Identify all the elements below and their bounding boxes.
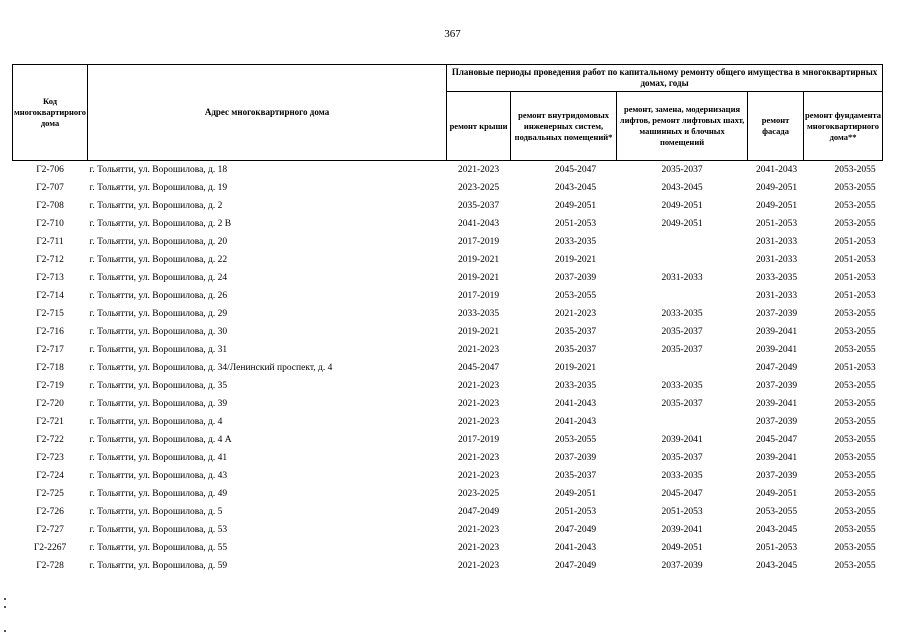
cell-facade: 2031-2033 [755,291,798,301]
cell-code: Г2-707 [36,183,64,193]
repair-schedule-table [12,64,883,575]
cell-roof: 2041-2043 [457,219,500,229]
cell-roof: 2033-2035 [457,309,500,319]
cell-code: Г2-724 [36,471,64,481]
cell-lifts [617,287,748,305]
cell-code: Г2-718 [36,363,64,373]
cell-foundation: 2053-2055 [834,417,876,427]
header-lifts: ремонт, замена, модернизация лифтов, ремонт лифтовых шахт, машинных и блочных помещений [617,92,748,161]
cell-facade: 2039-2041 [755,345,798,355]
cell-systems: 2033-2035 [554,237,597,247]
table-row [13,485,883,503]
cell-code: Г2-716 [36,327,64,337]
cell-lifts: 2039-2041 [661,525,703,535]
cell-facade: 2031-2033 [755,237,798,247]
cell-facade: 2051-2053 [755,219,798,229]
cell-roof: 2047-2049 [457,507,500,517]
cell-foundation: 2053-2055 [834,201,876,211]
table-row [13,305,883,323]
cell-lifts: 2039-2041 [661,435,703,445]
cell-code: Г2-2267 [33,543,67,553]
table-row [13,521,883,539]
cell-address: г. Тольятти, ул. Ворошилова, д. 24 [89,273,228,283]
table-row [13,395,883,413]
cell-roof: 2021-2023 [457,399,500,409]
cell-lifts: 2045-2047 [661,489,703,499]
cell-lifts [617,413,748,431]
header-systems: ремонт внутридомовых инженерных систем, подвальных помещений* [511,92,617,161]
scan-speck [4,598,6,600]
cell-address: г. Тольятти, ул. Ворошилова, д. 26 [89,291,228,301]
cell-address: г. Тольятти, ул. Ворошилова, д. 18 [89,165,228,175]
cell-foundation: 2053-2055 [834,453,876,463]
cell-lifts: 2033-2035 [661,381,703,391]
cell-foundation: 2053-2055 [834,345,876,355]
cell-address: г. Тольятти, ул. Ворошилова, д. 4 [89,417,223,427]
cell-systems: 2041-2043 [554,417,597,427]
cell-foundation: 2053-2055 [834,507,876,517]
cell-code: Г2-714 [36,291,64,301]
cell-foundation: 2053-2055 [834,165,876,175]
table-row [13,377,883,395]
page-number: 367 [444,28,461,40]
cell-address: г. Тольятти, ул. Ворошилова, д. 59 [89,561,228,571]
cell-code: Г2-727 [36,525,64,535]
cell-lifts [617,233,748,251]
cell-roof: 2045-2047 [457,363,500,373]
cell-lifts: 2035-2037 [661,345,703,355]
cell-foundation: 2053-2055 [834,489,876,499]
cell-foundation: 2053-2055 [834,327,876,337]
cell-roof: 2021-2023 [457,543,500,553]
cell-code: Г2-723 [36,453,64,463]
cell-foundation: 2053-2055 [834,471,876,481]
table-row [13,539,883,557]
cell-foundation: 2051-2053 [834,273,876,283]
cell-systems: 2037-2039 [554,453,597,463]
table-row [13,161,883,180]
cell-systems: 2033-2035 [554,381,597,391]
cell-lifts [617,251,748,269]
cell-roof: 2021-2023 [457,453,500,463]
scan-speck [4,630,6,632]
cell-facade: 2037-2039 [755,381,798,391]
cell-address: г. Тольятти, ул. Ворошилова, д. 55 [89,543,228,553]
header-address: Адрес многоквартирного дома [88,65,447,161]
cell-address: г. Тольятти, ул. Ворошилова, д. 34/Ленинский проспект, д. 4 [89,363,333,373]
cell-facade: 2043-2045 [755,525,798,535]
cell-facade: 2041-2043 [755,165,798,175]
table-row [13,467,883,485]
cell-roof: 2021-2023 [457,525,500,535]
table-row [13,323,883,341]
cell-address: г. Тольятти, ул. Ворошилова, д. 35 [89,381,228,391]
cell-roof: 2019-2021 [457,327,500,337]
cell-address: г. Тольятти, ул. Ворошилова, д. 4 А [89,435,232,445]
cell-address: г. Тольятти, ул. Ворошилова, д. 41 [89,453,228,463]
table-row [13,215,883,233]
cell-facade: 2033-2035 [755,273,798,283]
cell-lifts: 2031-2033 [661,273,703,283]
cell-foundation: 2053-2055 [834,183,876,193]
cell-code: Г2-711 [36,237,64,247]
cell-address: г. Тольятти, ул. Ворошилова, д. 2 В [89,219,232,229]
cell-lifts: 2033-2035 [661,471,703,481]
cell-lifts: 2033-2035 [661,309,703,319]
cell-systems: 2019-2021 [554,363,597,373]
cell-foundation: 2051-2053 [834,237,876,247]
cell-systems: 2035-2037 [554,345,597,355]
cell-address: г. Тольятти, ул. Ворошилова, д. 49 [89,489,228,499]
table-row [13,503,883,521]
cell-code: Г2-728 [36,561,64,571]
cell-address: г. Тольятти, ул. Ворошилова, д. 43 [89,471,228,481]
cell-code: Г2-721 [36,417,64,427]
table-row [13,341,883,359]
table-body [13,161,883,576]
cell-systems: 2051-2053 [554,507,597,517]
cell-facade: 2049-2051 [755,489,798,499]
cell-systems: 2053-2055 [554,435,597,445]
cell-facade: 2043-2045 [755,561,798,571]
cell-lifts: 2035-2037 [661,453,703,463]
cell-lifts: 2035-2037 [661,327,703,337]
cell-lifts: 2049-2051 [661,543,703,553]
table-row [13,179,883,197]
cell-systems: 2019-2021 [554,255,597,265]
cell-systems: 2041-2043 [554,399,597,409]
table-row [13,413,883,431]
cell-foundation: 2053-2055 [834,381,876,391]
cell-roof: 2035-2037 [457,201,500,211]
cell-code: Г2-720 [36,399,64,409]
table-row [13,197,883,215]
cell-lifts: 2051-2053 [661,507,703,517]
cell-roof: 2021-2023 [457,561,500,571]
cell-address: г. Тольятти, ул. Ворошилова, д. 20 [89,237,228,247]
cell-roof: 2021-2023 [457,471,500,481]
table-header [13,65,883,161]
cell-address: г. Тольятти, ул. Ворошилова, д. 2 [89,201,223,211]
header-roof: ремонт крыши [447,92,511,161]
cell-foundation: 2053-2055 [834,543,876,553]
table-row [13,359,883,377]
cell-roof: 2021-2023 [457,381,500,391]
cell-facade: 2051-2053 [755,543,798,553]
table-row [13,431,883,449]
cell-code: Г2-722 [36,435,64,445]
cell-systems: 2035-2037 [554,327,597,337]
cell-systems: 2021-2023 [554,309,597,319]
cell-roof: 2019-2021 [457,255,500,265]
cell-foundation: 2053-2055 [834,309,876,319]
cell-lifts: 2035-2037 [661,399,703,409]
cell-facade: 2049-2051 [755,201,798,211]
cell-facade: 2031-2033 [755,255,798,265]
cell-address: г. Тольятти, ул. Ворошилова, д. 29 [89,309,228,319]
cell-code: Г2-708 [36,201,64,211]
cell-lifts [617,359,748,377]
cell-facade: 2039-2041 [755,399,798,409]
cell-systems: 2035-2037 [554,471,597,481]
cell-address: г. Тольятти, ул. Ворошилова, д. 53 [89,525,228,535]
table-row [13,449,883,467]
cell-foundation: 2053-2055 [834,399,876,409]
cell-facade: 2039-2041 [755,453,798,463]
cell-lifts: 2037-2039 [661,561,703,571]
cell-address: г. Тольятти, ул. Ворошилова, д. 19 [89,183,228,193]
cell-foundation: 2053-2055 [834,219,876,229]
scan-speck [4,606,6,608]
cell-code: Г2-706 [36,165,64,175]
cell-systems: 2049-2051 [554,489,597,499]
table-row [13,269,883,287]
cell-roof: 2023-2025 [457,183,500,193]
cell-foundation: 2053-2055 [834,525,876,535]
cell-lifts: 2035-2037 [661,165,703,175]
cell-address: г. Тольятти, ул. Ворошилова, д. 22 [89,255,228,265]
cell-code: Г2-725 [36,489,64,499]
cell-systems: 2047-2049 [554,525,597,535]
cell-address: г. Тольятти, ул. Ворошилова, д. 30 [89,327,228,337]
cell-foundation: 2053-2055 [834,435,876,445]
header-facade: ремонт фасада [748,92,804,161]
cell-code: Г2-719 [36,381,64,391]
cell-address: г. Тольятти, ул. Ворошилова, д. 5 [89,507,223,517]
cell-roof: 2023-2025 [457,489,500,499]
cell-systems: 2043-2045 [554,183,597,193]
cell-foundation: 2051-2053 [834,363,876,373]
cell-code: Г2-726 [36,507,64,517]
cell-systems: 2047-2049 [554,561,597,571]
cell-facade: 2037-2039 [755,309,798,319]
cell-facade: 2045-2047 [755,435,798,445]
cell-systems: 2037-2039 [554,273,597,283]
header-group-periods: Плановые периоды проведения работ по капитальному ремонту общего имущества в многоквартирных домах, годы [447,65,883,92]
cell-systems: 2049-2051 [554,201,597,211]
cell-facade: 2053-2055 [755,507,798,517]
cell-roof: 2017-2019 [457,237,500,247]
cell-facade: 2039-2041 [755,327,798,337]
cell-foundation: 2051-2053 [834,291,876,301]
cell-lifts: 2049-2051 [661,201,703,211]
cell-lifts: 2049-2051 [661,219,703,229]
header-code: Код многоквартирного дома [13,65,88,161]
table-row [13,251,883,269]
cell-foundation: 2051-2053 [834,255,876,265]
cell-roof: 2019-2021 [457,273,500,283]
cell-roof: 2021-2023 [457,345,500,355]
cell-facade: 2047-2049 [755,363,798,373]
cell-facade: 2037-2039 [755,471,798,481]
table-row [13,287,883,305]
cell-code: Г2-713 [36,273,64,283]
cell-code: Г2-710 [36,219,64,229]
header-foundation: ремонт фундамента многоквартирного дома** [804,92,883,161]
cell-facade: 2037-2039 [755,417,798,427]
cell-systems: 2053-2055 [554,291,597,301]
cell-systems: 2045-2047 [554,165,597,175]
cell-roof: 2017-2019 [457,435,500,445]
cell-foundation: 2053-2055 [834,561,876,571]
table-row [13,557,883,575]
cell-roof: 2021-2023 [457,417,500,427]
cell-systems: 2051-2053 [554,219,597,229]
cell-roof: 2021-2023 [457,165,500,175]
cell-roof: 2017-2019 [457,291,500,301]
cell-facade: 2049-2051 [755,183,798,193]
cell-code: Г2-717 [36,345,64,355]
cell-code: Г2-712 [36,255,64,265]
cell-address: г. Тольятти, ул. Ворошилова, д. 31 [89,345,228,355]
cell-code: Г2-715 [36,309,64,319]
cell-systems: 2041-2043 [554,543,597,553]
cell-lifts: 2043-2045 [661,183,703,193]
cell-address: г. Тольятти, ул. Ворошилова, д. 39 [89,399,228,409]
table-row [13,233,883,251]
